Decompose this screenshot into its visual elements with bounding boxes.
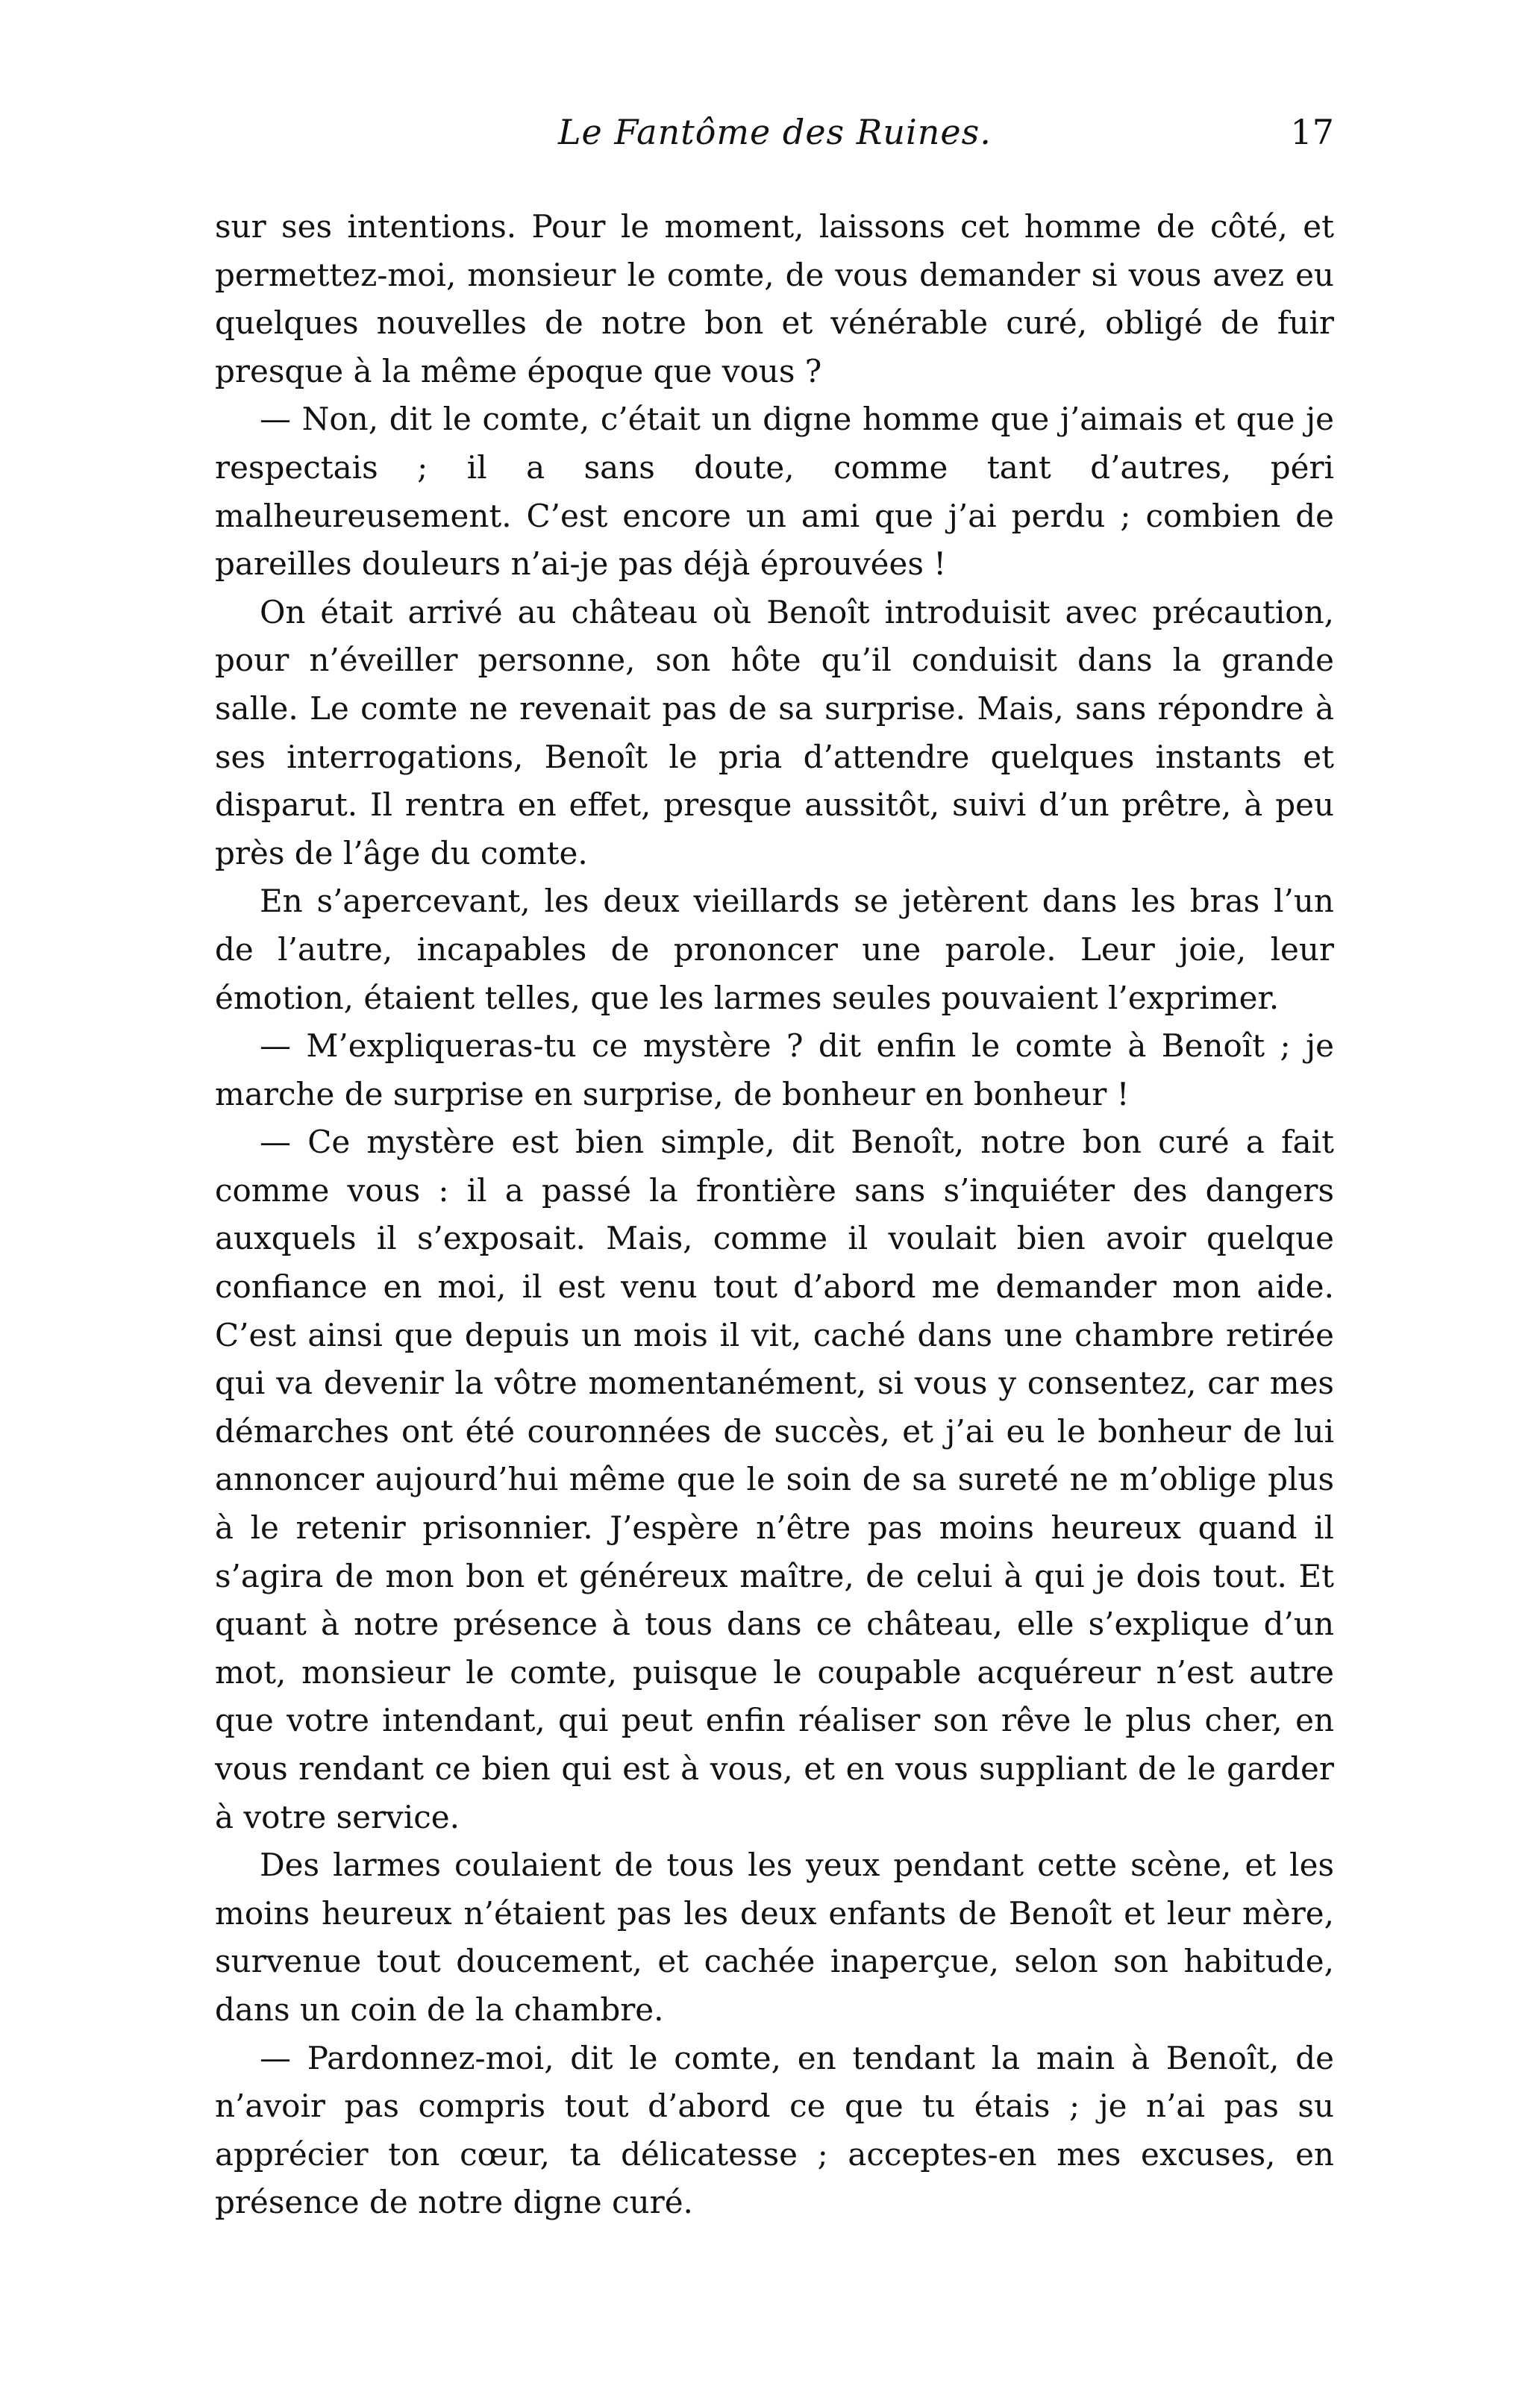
paragraph-4: En s’apercevant, les deux vieillards se jetèrent dans les bras l’un de l’autre, incapables de prononcer une parole. Leur joie, leur émotion, étaient telles, que les larmes seules pouvaient l’exprimer. [215,883,1334,1016]
page-header [215,112,1334,172]
paragraph-3: On était arrivé au château où Benoît introduisit avec précaution, pour n’éveiller personne, son hôte qu’il conduisit dans la grande salle. Le comte ne revenait pas de sa surprise. Mais, sans répondre à ses interrogations, Benoît le pria d’attendre quelques instants et disparut. Il rentra en effet, presque aussitôt, suivi d’un prêtre, à peu près de l’âge du comte. [215,593,1334,871]
page-number: 17 [1290,112,1334,152]
paragraph-1: sur ses intentions. Pour le moment, laissons cet homme de côté, et permettez-moi, monsieur le comte, de vous demander si vous avez eu quelques nouvelles de notre bon et vénérable curé, obligé de fuir presque à la même époque que vous ? [215,208,1334,389]
paragraph-5: — M’expliqueras-tu ce mystère ? dit enfin le comte à Benoît ; je marche de surprise en surprise, de bonheur en bonheur ! [215,1027,1334,1112]
paragraph-2: — Non, dit le comte, c’était un digne homme que j’aimais et que je respectais ; il a sans doute, comme tant d’autres, péri malheureusement. C’est encore un ami que j’ai perdu ; combien de pareilles douleurs n’ai-je pas déjà éprouvées ! [215,401,1334,583]
body-text [215,203,1334,2227]
running-title: Le Fantôme des Ruines. [558,112,992,152]
paragraph-7: Des larmes coulaient de tous les yeux pendant cette scène, et les moins heureux n’étaient pas les deux enfants de Benoît et leur mère, survenue tout doucement, et cachée inaperçue, selon son habitude, dans un coin de la chambre. [215,1847,1334,2028]
paragraph-6: — Ce mystère est bien simple, dit Benoît, notre bon curé a fait comme vous : il a passé la frontière sans s’inquiéter des dangers auxquels il s’exposait. Mais, comme il voulait bien avoir quelque confiance en moi, il est venu tout d’abord me demander mon aide. C’est ainsi que depuis un mois il vit, caché dans une chambre retirée qui va devenir la vôtre momentanément, si vous y consentez, car mes démarches ont été couronnées de succès, et j’ai eu le bonheur de lui annoncer aujourd’hui même que le soin de sa sureté ne m’oblige plus à le retenir prisonnier. J’espère n’être pas moins heureux quand il s’agira de mon bon et généreux maître, de celui à qui je dois tout. Et quant à notre présence à tous dans ce château, elle s’explique d’un mot, monsieur le comte, puisque le coupable acquéreur n’est autre que votre intendant, qui peut enfin réaliser son rêve le plus cher, en vous rendant ce bien qui est à vous, et en vous suppliant de le garder à votre service. [215,1124,1334,1835]
paragraph-8: — Pardonnez-moi, dit le comte, en tendant la main à Benoît, de n’avoir pas compris tout d’abord ce que tu étais ; je n’ai pas su apprécier ton cœur, ta délicatesse ; acceptes-en mes excuses, en présence de notre digne curé. [215,2039,1334,2221]
